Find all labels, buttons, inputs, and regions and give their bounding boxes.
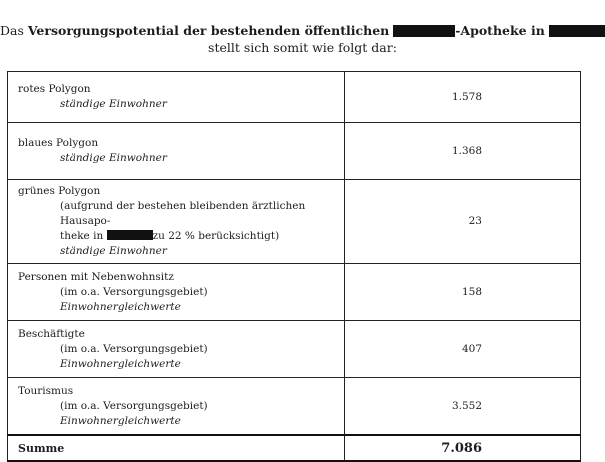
row-value: 1.368 — [345, 123, 581, 180]
summe-value: 7.086 — [345, 435, 581, 461]
heading-prefix: Das — [0, 23, 28, 38]
row-note-2-prefix: theke in — [60, 230, 104, 242]
row-note: (aufgrund der bestehen bleibenden ärztlichen Hausapo- — [60, 200, 306, 227]
row-note-2-suffix: zu 22 % berücksichtigt) — [152, 230, 280, 242]
table-row-blaues-polygon — [8, 123, 581, 180]
row-subtitle — [18, 151, 336, 166]
table-row-rotes-polygon — [8, 72, 581, 123]
row-label-cell — [8, 180, 345, 264]
row-value: 158 — [345, 264, 581, 321]
table-row-gruenes-polygon — [8, 180, 581, 264]
row-subtitle — [18, 244, 336, 259]
row-subtitle — [18, 97, 336, 112]
redaction-bar-pharmacy-name — [393, 25, 455, 37]
row-label-cell — [8, 321, 345, 378]
row-italic-note: Einwohnergleichwerte — [60, 357, 181, 370]
row-italic-note: Einwohnergleichwerte — [60, 414, 181, 427]
redaction-bar-place — [107, 230, 153, 240]
row-title: blaues Polygon — [18, 137, 99, 149]
row-italic-note: ständige Einwohner — [60, 152, 167, 164]
row-subtitle — [18, 300, 336, 315]
table-row-beschaeftigte — [8, 321, 581, 378]
row-value: 407 — [345, 321, 581, 378]
row-title: grünes Polygon — [18, 185, 101, 197]
row-subtitle — [18, 357, 336, 372]
row-label-cell — [8, 378, 345, 436]
row-note: (im o.a. Versorgungsgebiet) — [60, 342, 208, 355]
row-note: (im o.a. Versorgungsgebiet) — [60, 285, 208, 298]
heading-line-2: stellt sich somit wie folgt dar: — [208, 40, 397, 55]
versorgungspotential-table — [7, 71, 581, 462]
row-note-2 — [18, 229, 336, 244]
row-title: Personen mit Nebenwohnsitz — [18, 270, 174, 283]
row-label-cell — [8, 264, 345, 321]
row-note: (im o.a. Versorgungsgebiet) — [60, 399, 208, 412]
row-value: 23 — [345, 180, 581, 264]
heading-bold-suffix: -Apotheke in — [455, 23, 545, 38]
row-italic-note: ständige Einwohner — [60, 245, 167, 257]
table-row-nebenwohnsitz — [8, 264, 581, 321]
row-title: Tourismus — [18, 384, 74, 397]
heading-bold-text: Versorgungspotential der bestehenden öffentlichen — [27, 23, 390, 38]
redaction-bar-location — [549, 25, 605, 37]
table-row-summe — [8, 435, 581, 461]
row-italic-note: ständige Einwohner — [60, 98, 167, 110]
table-row-tourismus — [8, 378, 581, 436]
row-subtitle — [18, 414, 336, 429]
summe-label: Summe — [8, 435, 345, 461]
row-title: Beschäftigte — [18, 327, 85, 340]
row-italic-note: Einwohnergleichwerte — [60, 300, 181, 313]
row-value: 1.578 — [345, 72, 581, 123]
row-label-cell — [8, 72, 345, 123]
heading-line-1 — [0, 22, 605, 39]
row-label-cell — [8, 123, 345, 180]
document-heading — [0, 22, 605, 56]
row-value: 3.552 — [345, 378, 581, 436]
row-title: rotes Polygon — [18, 83, 91, 95]
